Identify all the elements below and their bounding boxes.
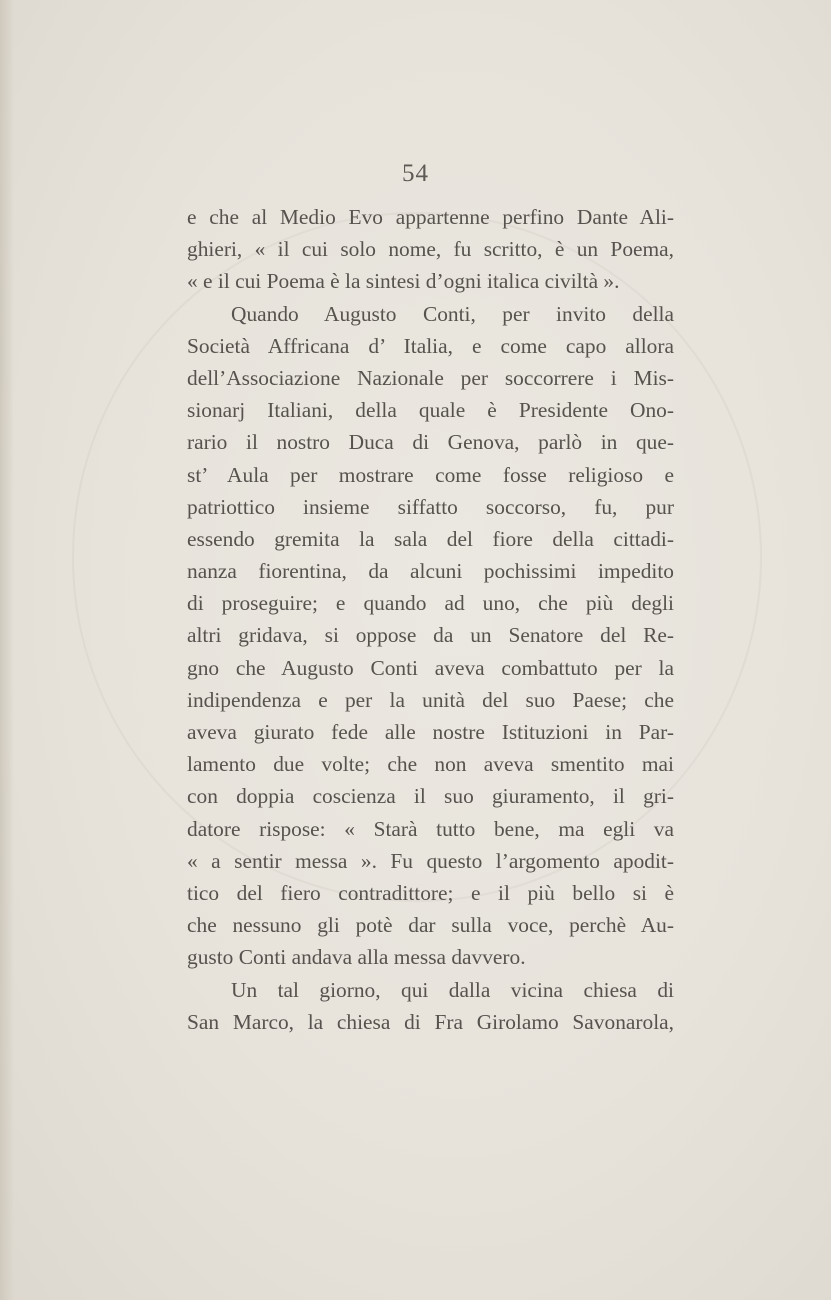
text-line: rario il nostro Duca di Genova, parlò in que- xyxy=(187,430,674,455)
text-line: Società Affricana d’ Italia, e come capo allora xyxy=(187,333,674,358)
text-line: aveva giurato fede alle nostre Istituzioni in Par- xyxy=(187,720,674,744)
text-line: essendo gremita la sala del fiore della cittadi- xyxy=(187,526,674,551)
text-line: « a sentir messa ». Fu questo l’argomento apodit- xyxy=(187,848,674,873)
page-number: 54 xyxy=(402,160,429,187)
text-line: dell’Associazione Nazionale per soccorrere i Mis- xyxy=(187,365,674,390)
text-line: « e il cui Poema è la sintesi d’ogni italica civiltà ». xyxy=(187,269,620,294)
text-line: Quando Augusto Conti, per invito della xyxy=(231,301,674,326)
text-line: altri gridava, si oppose da un Senatore del Re- xyxy=(187,623,674,648)
text-line: st’ Aula per mostrare come fosse religioso e xyxy=(187,462,674,487)
text-line: San Marco, la chiesa di Fra Girolamo Savonarola, xyxy=(187,1009,674,1034)
text-line: tico del fiero contradittore; e il più bello si è xyxy=(187,880,674,905)
text-line: datore rispose: « Starà tutto bene, ma egli va xyxy=(187,816,674,841)
text-line: indipendenza e per la unità del suo Paese; che xyxy=(187,687,674,712)
page-edge-shadow xyxy=(0,0,14,1300)
text-line: e che al Medio Evo appartenne perfino Dante Ali- xyxy=(187,205,674,229)
text-line: con doppia coscienza il suo giuramento, il gri- xyxy=(187,784,674,809)
text-line: patriottico insieme siffatto soccorso, fu, pur xyxy=(187,494,674,519)
text-line: ghieri, « il cui solo nome, fu scritto, è un Poema, xyxy=(187,237,674,262)
text-line: sionarj Italiani, della quale è Presidente Ono- xyxy=(187,398,674,423)
text-line: che nessuno gli potè dar sulla voce, perchè Au- xyxy=(187,913,674,938)
text-line: gno che Augusto Conti aveva combattuto per la xyxy=(187,655,674,680)
text-line: Un tal giorno, qui dalla vicina chiesa di xyxy=(231,977,674,1002)
body-text xyxy=(187,201,674,1038)
text-line: di proseguire; e quando ad uno, che più degli xyxy=(187,591,674,616)
text-line: gusto Conti andava alla messa davvero. xyxy=(187,945,526,970)
text-line: lamento due volte; che non aveva smentito mai xyxy=(187,752,674,777)
text-line: nanza fiorentina, da alcuni pochissimi impedito xyxy=(187,559,674,584)
